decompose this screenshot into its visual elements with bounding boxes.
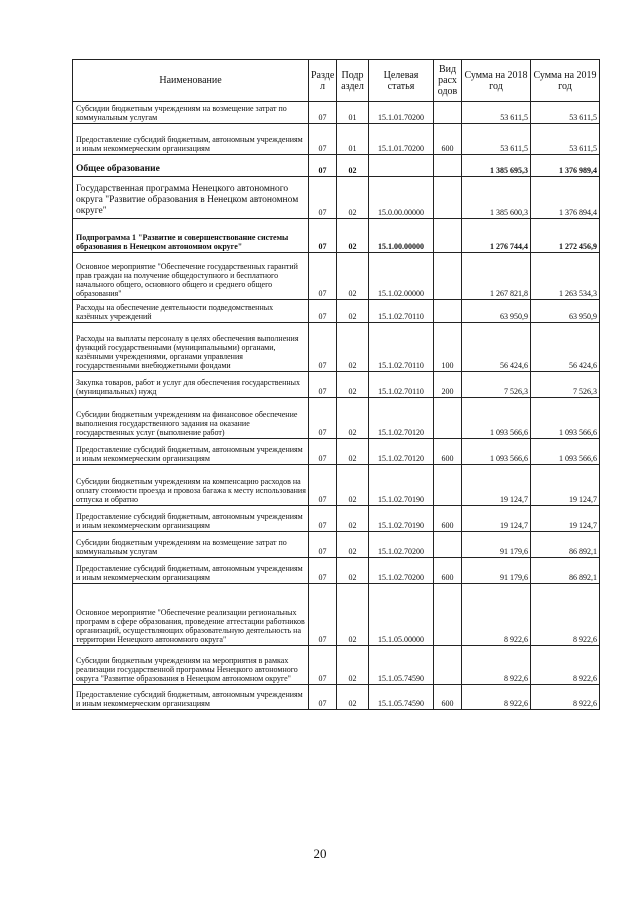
cell-subsection: 02	[337, 372, 369, 398]
cell-name: Субсидии бюджетным учреждениям на мероприятия в рамках реализации государственной программы Ненецкого автономного округа "Развитие образования в Ненецком автономном округе"	[73, 646, 309, 685]
cell-subsection: 02	[337, 685, 369, 710]
cell-subsection: 02	[337, 584, 369, 646]
cell-section: 07	[309, 465, 337, 506]
cell-subsection: 02	[337, 506, 369, 532]
table-row	[73, 323, 600, 372]
header-expense-type: Вид расх одов	[434, 60, 462, 102]
cell-name: Общее образование	[73, 155, 309, 177]
budget-table	[72, 59, 600, 710]
cell-target: 15.1.02.70120	[369, 439, 434, 465]
cell-section: 07	[309, 323, 337, 372]
table-row	[73, 646, 600, 685]
table-header-row	[73, 60, 600, 102]
cell-sum-2019: 1 093 566,6	[531, 439, 600, 465]
cell-subsection: 02	[337, 219, 369, 253]
cell-name: Предоставление субсидий бюджетным, автономным учреждениям и иным некоммерческим организациям	[73, 558, 309, 584]
cell-target: 15.1.01.70200	[369, 124, 434, 155]
cell-section: 07	[309, 398, 337, 439]
header-sum-2018: Сумма на 2018 год	[462, 60, 531, 102]
table-row	[73, 558, 600, 584]
cell-sum-2019: 56 424,6	[531, 323, 600, 372]
header-section: Разде л	[309, 60, 337, 102]
cell-section: 07	[309, 532, 337, 558]
cell-expense-type	[434, 398, 462, 439]
cell-sum-2019: 7 526,3	[531, 372, 600, 398]
cell-sum-2018: 56 424,6	[462, 323, 531, 372]
cell-sum-2018: 1 093 566,6	[462, 439, 531, 465]
cell-section: 07	[309, 646, 337, 685]
cell-sum-2019: 53 611,5	[531, 124, 600, 155]
table-row	[73, 253, 600, 300]
cell-name: Предоставление субсидий бюджетным, автономным учреждениям и иным некоммерческим организациям	[73, 685, 309, 710]
header-name: Наименование	[73, 60, 309, 102]
cell-expense-type: 600	[434, 506, 462, 532]
cell-sum-2018: 7 526,3	[462, 372, 531, 398]
cell-target: 15.1.02.70190	[369, 465, 434, 506]
cell-subsection: 02	[337, 532, 369, 558]
cell-name: Предоставление субсидий бюджетным, автономным учреждениям и иным некоммерческим организациям	[73, 506, 309, 532]
cell-target: 15.1.02.70110	[369, 300, 434, 323]
cell-expense-type: 600	[434, 558, 462, 584]
cell-sum-2019: 19 124,7	[531, 465, 600, 506]
cell-sum-2019: 8 922,6	[531, 584, 600, 646]
cell-subsection: 01	[337, 102, 369, 124]
table-row	[73, 398, 600, 439]
cell-expense-type: 600	[434, 685, 462, 710]
cell-section: 07	[309, 584, 337, 646]
cell-subsection: 02	[337, 439, 369, 465]
header-sum-2019: Сумма на 2019 год	[531, 60, 600, 102]
cell-subsection: 02	[337, 465, 369, 506]
cell-target: 15.1.02.70200	[369, 558, 434, 584]
cell-expense-type	[434, 532, 462, 558]
cell-expense-type	[434, 300, 462, 323]
cell-section: 07	[309, 253, 337, 300]
cell-expense-type	[434, 219, 462, 253]
table-row	[73, 506, 600, 532]
cell-sum-2018: 19 124,7	[462, 506, 531, 532]
header-subsection: Подр аздел	[337, 60, 369, 102]
cell-subsection: 02	[337, 177, 369, 219]
cell-sum-2019: 1 093 566,6	[531, 398, 600, 439]
cell-expense-type: 600	[434, 439, 462, 465]
cell-sum-2019: 19 124,7	[531, 506, 600, 532]
cell-expense-type	[434, 177, 462, 219]
cell-sum-2019: 53 611,5	[531, 102, 600, 124]
cell-name: Государственная программа Ненецкого автономного округа "Развитие образования в Ненецком автономном округе"	[73, 177, 309, 219]
cell-section: 07	[309, 372, 337, 398]
cell-sum-2018: 91 179,6	[462, 532, 531, 558]
cell-name: Субсидии бюджетным учреждениям на возмещение затрат по коммунальным услугам	[73, 102, 309, 124]
cell-expense-type	[434, 155, 462, 177]
cell-sum-2018: 1 093 566,6	[462, 398, 531, 439]
table-row	[73, 300, 600, 323]
cell-section: 07	[309, 177, 337, 219]
cell-expense-type	[434, 465, 462, 506]
cell-name: Основное мероприятие "Обеспечение реализации региональных программ в сфере образования, проведение аттестации работников организаций, осуществляющих образовательную деятельность на территории Ненецкого автономного округа"	[73, 584, 309, 646]
header-target: Целевая статья	[369, 60, 434, 102]
table-body	[73, 102, 600, 710]
cell-sum-2019: 86 892,1	[531, 558, 600, 584]
cell-target: 15.1.05.74590	[369, 646, 434, 685]
cell-expense-type	[434, 102, 462, 124]
cell-subsection: 02	[337, 300, 369, 323]
cell-sum-2019: 86 892,1	[531, 532, 600, 558]
cell-subsection: 02	[337, 253, 369, 300]
cell-sum-2018: 1 385 695,3	[462, 155, 531, 177]
page-number: 20	[313, 846, 327, 861]
cell-expense-type: 100	[434, 323, 462, 372]
cell-target: 15.1.05.00000	[369, 584, 434, 646]
cell-sum-2018: 8 922,6	[462, 646, 531, 685]
cell-sum-2018: 19 124,7	[462, 465, 531, 506]
table-row	[73, 177, 600, 219]
table-row	[73, 124, 600, 155]
cell-sum-2019: 1 272 456,9	[531, 219, 600, 253]
table-row	[73, 372, 600, 398]
cell-expense-type	[434, 646, 462, 685]
table-row	[73, 685, 600, 710]
cell-target: 15.0.00.00000	[369, 177, 434, 219]
cell-sum-2019: 1 263 534,3	[531, 253, 600, 300]
cell-section: 07	[309, 439, 337, 465]
cell-subsection: 02	[337, 398, 369, 439]
cell-target: 15.1.02.00000	[369, 253, 434, 300]
cell-sum-2018: 63 950,9	[462, 300, 531, 323]
cell-expense-type: 600	[434, 124, 462, 155]
table-row	[73, 155, 600, 177]
table-row	[73, 465, 600, 506]
cell-target: 15.1.02.70110	[369, 323, 434, 372]
cell-subsection: 02	[337, 323, 369, 372]
table-row	[73, 102, 600, 124]
cell-sum-2018: 1 385 600,3	[462, 177, 531, 219]
cell-name: Предоставление субсидий бюджетным, автономным учреждениям и иным некоммерческим организациям	[73, 439, 309, 465]
cell-section: 07	[309, 124, 337, 155]
cell-name: Основное мероприятие "Обеспечение государственных гарантий прав граждан на получение общедоступного и бесплатного начального общего, основного общего и среднего общего образования"	[73, 253, 309, 300]
table-row	[73, 439, 600, 465]
cell-target: 15.1.05.74590	[369, 685, 434, 710]
cell-name: Закупка товаров, работ и услуг для обеспечения государственных (муниципальных) нужд	[73, 372, 309, 398]
cell-target: 15.1.02.70200	[369, 532, 434, 558]
cell-name: Субсидии бюджетным учреждениям на компенсацию расходов на оплату стоимости проезда и провоза багажа к месту использования отпуска и обратно	[73, 465, 309, 506]
cell-section: 07	[309, 300, 337, 323]
table-row	[73, 532, 600, 558]
cell-name: Расходы на обеспечение деятельности подведомственных казённых учреждений	[73, 300, 309, 323]
cell-sum-2018: 91 179,6	[462, 558, 531, 584]
cell-expense-type	[434, 584, 462, 646]
table-row	[73, 219, 600, 253]
cell-subsection: 02	[337, 155, 369, 177]
cell-sum-2018: 1 267 821,8	[462, 253, 531, 300]
cell-section: 07	[309, 155, 337, 177]
table-row	[73, 584, 600, 646]
cell-sum-2019: 1 376 989,4	[531, 155, 600, 177]
cell-sum-2019: 1 376 894,4	[531, 177, 600, 219]
cell-sum-2019: 8 922,6	[531, 685, 600, 710]
cell-sum-2018: 1 276 744,4	[462, 219, 531, 253]
cell-section: 07	[309, 219, 337, 253]
cell-sum-2018: 53 611,5	[462, 102, 531, 124]
cell-sum-2019: 8 922,6	[531, 646, 600, 685]
cell-name: Подпрограмма 1 "Развитие и совершенствование системы образования в Ненецком автономном округе"	[73, 219, 309, 253]
cell-name: Субсидии бюджетным учреждениям на финансовое обеспечение выполнения государственного задания на оказание государственных услуг (выполнение работ)	[73, 398, 309, 439]
cell-target: 15.1.02.70120	[369, 398, 434, 439]
cell-subsection: 02	[337, 558, 369, 584]
cell-section: 07	[309, 558, 337, 584]
cell-subsection: 02	[337, 646, 369, 685]
cell-sum-2018: 8 922,6	[462, 685, 531, 710]
cell-target	[369, 155, 434, 177]
cell-subsection: 01	[337, 124, 369, 155]
cell-sum-2019: 63 950,9	[531, 300, 600, 323]
cell-target: 15.1.00.00000	[369, 219, 434, 253]
cell-target: 15.1.02.70190	[369, 506, 434, 532]
cell-target: 15.1.02.70110	[369, 372, 434, 398]
cell-target: 15.1.01.70200	[369, 102, 434, 124]
cell-sum-2018: 8 922,6	[462, 584, 531, 646]
cell-section: 07	[309, 685, 337, 710]
cell-name: Расходы на выплаты персоналу в целях обеспечения выполнения функций государственными (муниципальными) органами, казёнными учреждениями, органами управления государственными внебюджетными фондами	[73, 323, 309, 372]
cell-expense-type: 200	[434, 372, 462, 398]
cell-sum-2018: 53 611,5	[462, 124, 531, 155]
cell-name: Предоставление субсидий бюджетным, автономным учреждениям и иным некоммерческим организациям	[73, 124, 309, 155]
cell-name: Субсидии бюджетным учреждениям на возмещение затрат по коммунальным услугам	[73, 532, 309, 558]
cell-expense-type	[434, 253, 462, 300]
cell-section: 07	[309, 506, 337, 532]
cell-section: 07	[309, 102, 337, 124]
